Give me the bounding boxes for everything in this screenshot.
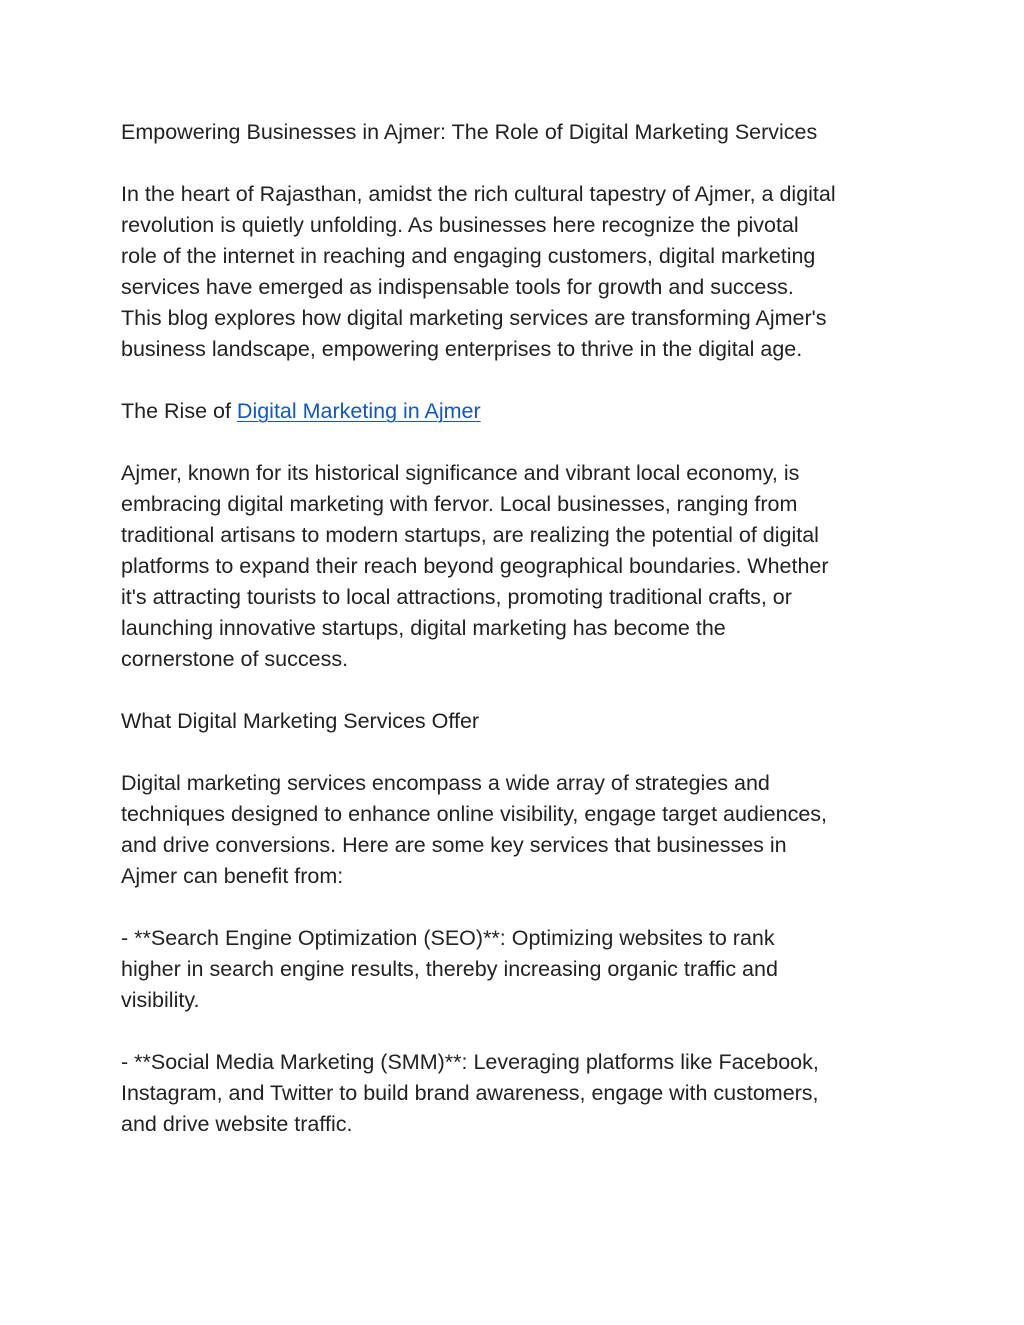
services-paragraph: Digital marketing services encompass a wide array of strategies and techniques designed to enhance online visibility, engage target audiences, and drive conversions. Here are some key services that businesses in Ajmer can benefit from: xyxy=(121,771,828,888)
list-item-smm: - **Social Media Marketing (SMM)**: Leveraging platforms like Facebook, Instagram, and Twitter to build brand awareness, engage with customers, and drive website traffic. xyxy=(121,1050,819,1136)
intro-paragraph: In the heart of Rajasthan, amidst the rich cultural tapestry of Ajmer, a digital revolution is quietly unfolding. As businesses here recognize the pivotal role of the internet in reaching and engaging customers, digital marketing services have emerged as indispensable tools for growth and success. This blog explores how digital marketing services are transforming Ajmer's business landscape, empowering enterprises to thrive in the digital age. xyxy=(121,182,836,361)
section-heading-rise xyxy=(121,396,911,427)
section-heading-prefix: The Rise of xyxy=(121,399,237,423)
digital-marketing-ajmer-link[interactable]: Digital Marketing in Ajmer xyxy=(236,399,481,423)
list-item-seo: - **Search Engine Optimization (SEO)**: Optimizing websites to rank higher in search engine results, thereby increasing organic traffic and visibility. xyxy=(121,926,778,1012)
rise-paragraph: Ajmer, known for its historical significance and vibrant local economy, is embracing digital marketing with fervor. Local businesses, ranging from traditional artisans to modern startups, are realizing the potential of digital platforms to expand their reach beyond geographical boundaries. Whether it's attracting tourists to local attractions, promoting traditional crafts, or launching innovative startups, digital marketing has become the cornerstone of success. xyxy=(121,461,829,671)
document-title: Empowering Businesses in Ajmer: The Role of Digital Marketing Services xyxy=(121,120,818,144)
document-body xyxy=(121,117,911,1140)
section-heading-services: What Digital Marketing Services Offer xyxy=(121,709,480,733)
